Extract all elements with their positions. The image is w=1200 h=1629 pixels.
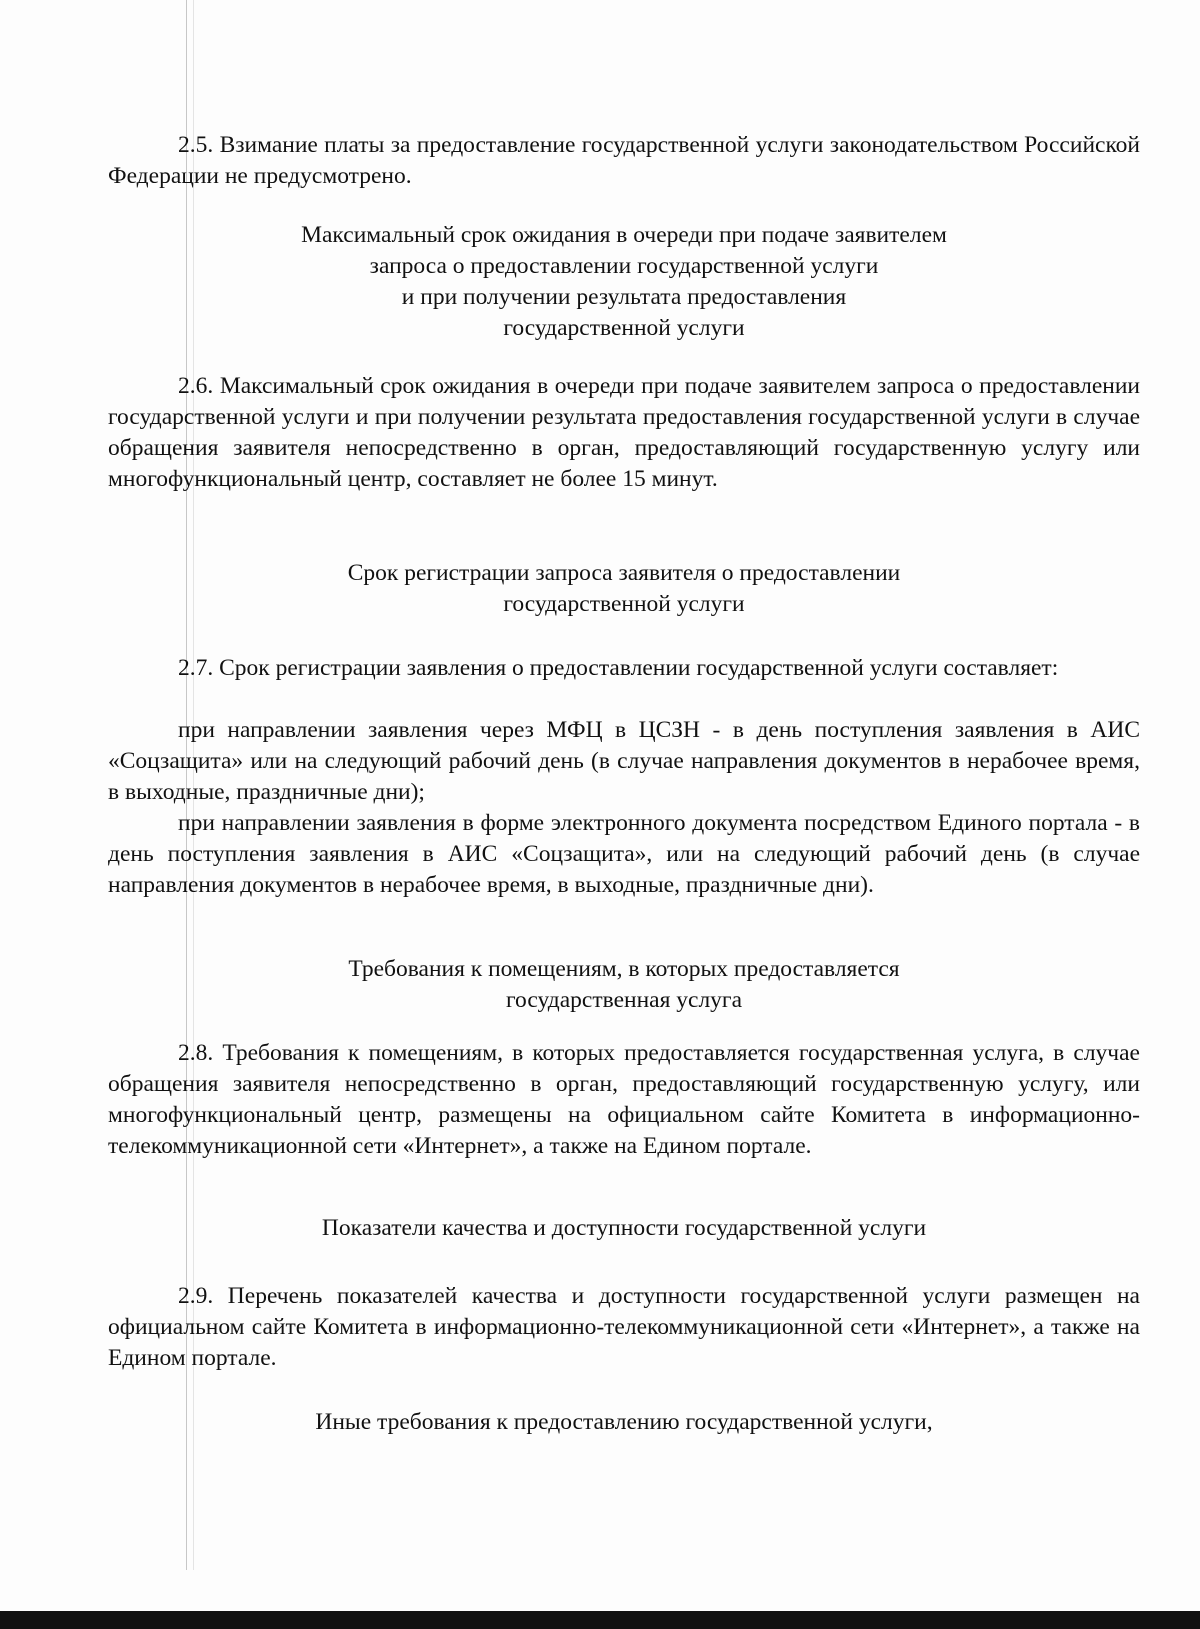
heading-line: Максимальный срок ожидания в очереди при подаче заявителем (301, 222, 947, 248)
heading-other-requirements (108, 1407, 1140, 1438)
heading-line: Иные требования к предоставлению государственной услуги, (315, 1409, 933, 1435)
heading-line: государственной услуги (503, 591, 745, 617)
paragraph-2-5: 2.5. Взимание платы за предоставление государственной услуги законодательством Российской Федерации не предусмотрено. (108, 132, 1140, 189)
heading-line: Показатели качества и доступности государственной услуги (321, 1215, 927, 1241)
heading-line: запроса о предоставлении государственной услуги (369, 253, 879, 279)
paragraph-2-8: 2.8. Требования к помещениям, в которых предоставляется государственная услуга, в случае обращения заявителя непосредственно в орган, предоставляющий государственную услугу, или многофункциональный центр, размещены на официальном сайте Комитета в информационно-телекоммуникационной сети «Интернет», а также на Едином портале. (108, 1040, 1140, 1159)
paragraph-2-9: 2.9. Перечень показателей качества и доступности государственной услуги размещен на официальном сайте Комитета в информационно-телекоммуникационной сети «Интернет», а также на Едином портале. (108, 1283, 1140, 1371)
heading-line: Срок регистрации запроса заявителя о предоставлении (347, 560, 901, 586)
heading-line: Требования к помещениям, в которых предоставляется (348, 956, 900, 982)
heading-registration-term (108, 558, 1140, 620)
heading-line: государственная услуга (506, 987, 742, 1013)
scan-bottom-edge (0, 1611, 1200, 1629)
heading-line: государственной услуги (503, 315, 745, 341)
heading-wait-time (108, 220, 1140, 344)
paragraph-2-7-item-mfc: при направлении заявления через МФЦ в ЦСЗН - в день поступления заявления в АИС «Соцзащита» или на следующий рабочий день (в случае направления документов в нерабочее время, в выходные, праздничные дни); (108, 717, 1140, 805)
paragraph-2-6: 2.6. Максимальный срок ожидания в очереди при подаче заявителем запроса о предоставлении государственной услуги и при получении результата предоставления государственной услуги в случае обращения заявителя непосредственно в орган, предоставляющий государственную услугу или многофункциональный центр, составляет не более 15 минут. (108, 373, 1140, 492)
heading-line: и при получении результата предоставления (401, 284, 847, 310)
paragraph-2-7-item-portal: при направлении заявления в форме электронного документа посредством Единого портала - в день поступления заявления в АИС «Соцзащита», или на следующий рабочий день (в случае направления документов в нерабочее время, в выходные, праздничные дни). (108, 810, 1140, 898)
paragraph-2-7: 2.7. Срок регистрации заявления о предоставлении государственной услуги составляет: (178, 655, 1059, 681)
heading-room-requirements (108, 954, 1140, 1016)
heading-quality-indicators (108, 1213, 1140, 1244)
